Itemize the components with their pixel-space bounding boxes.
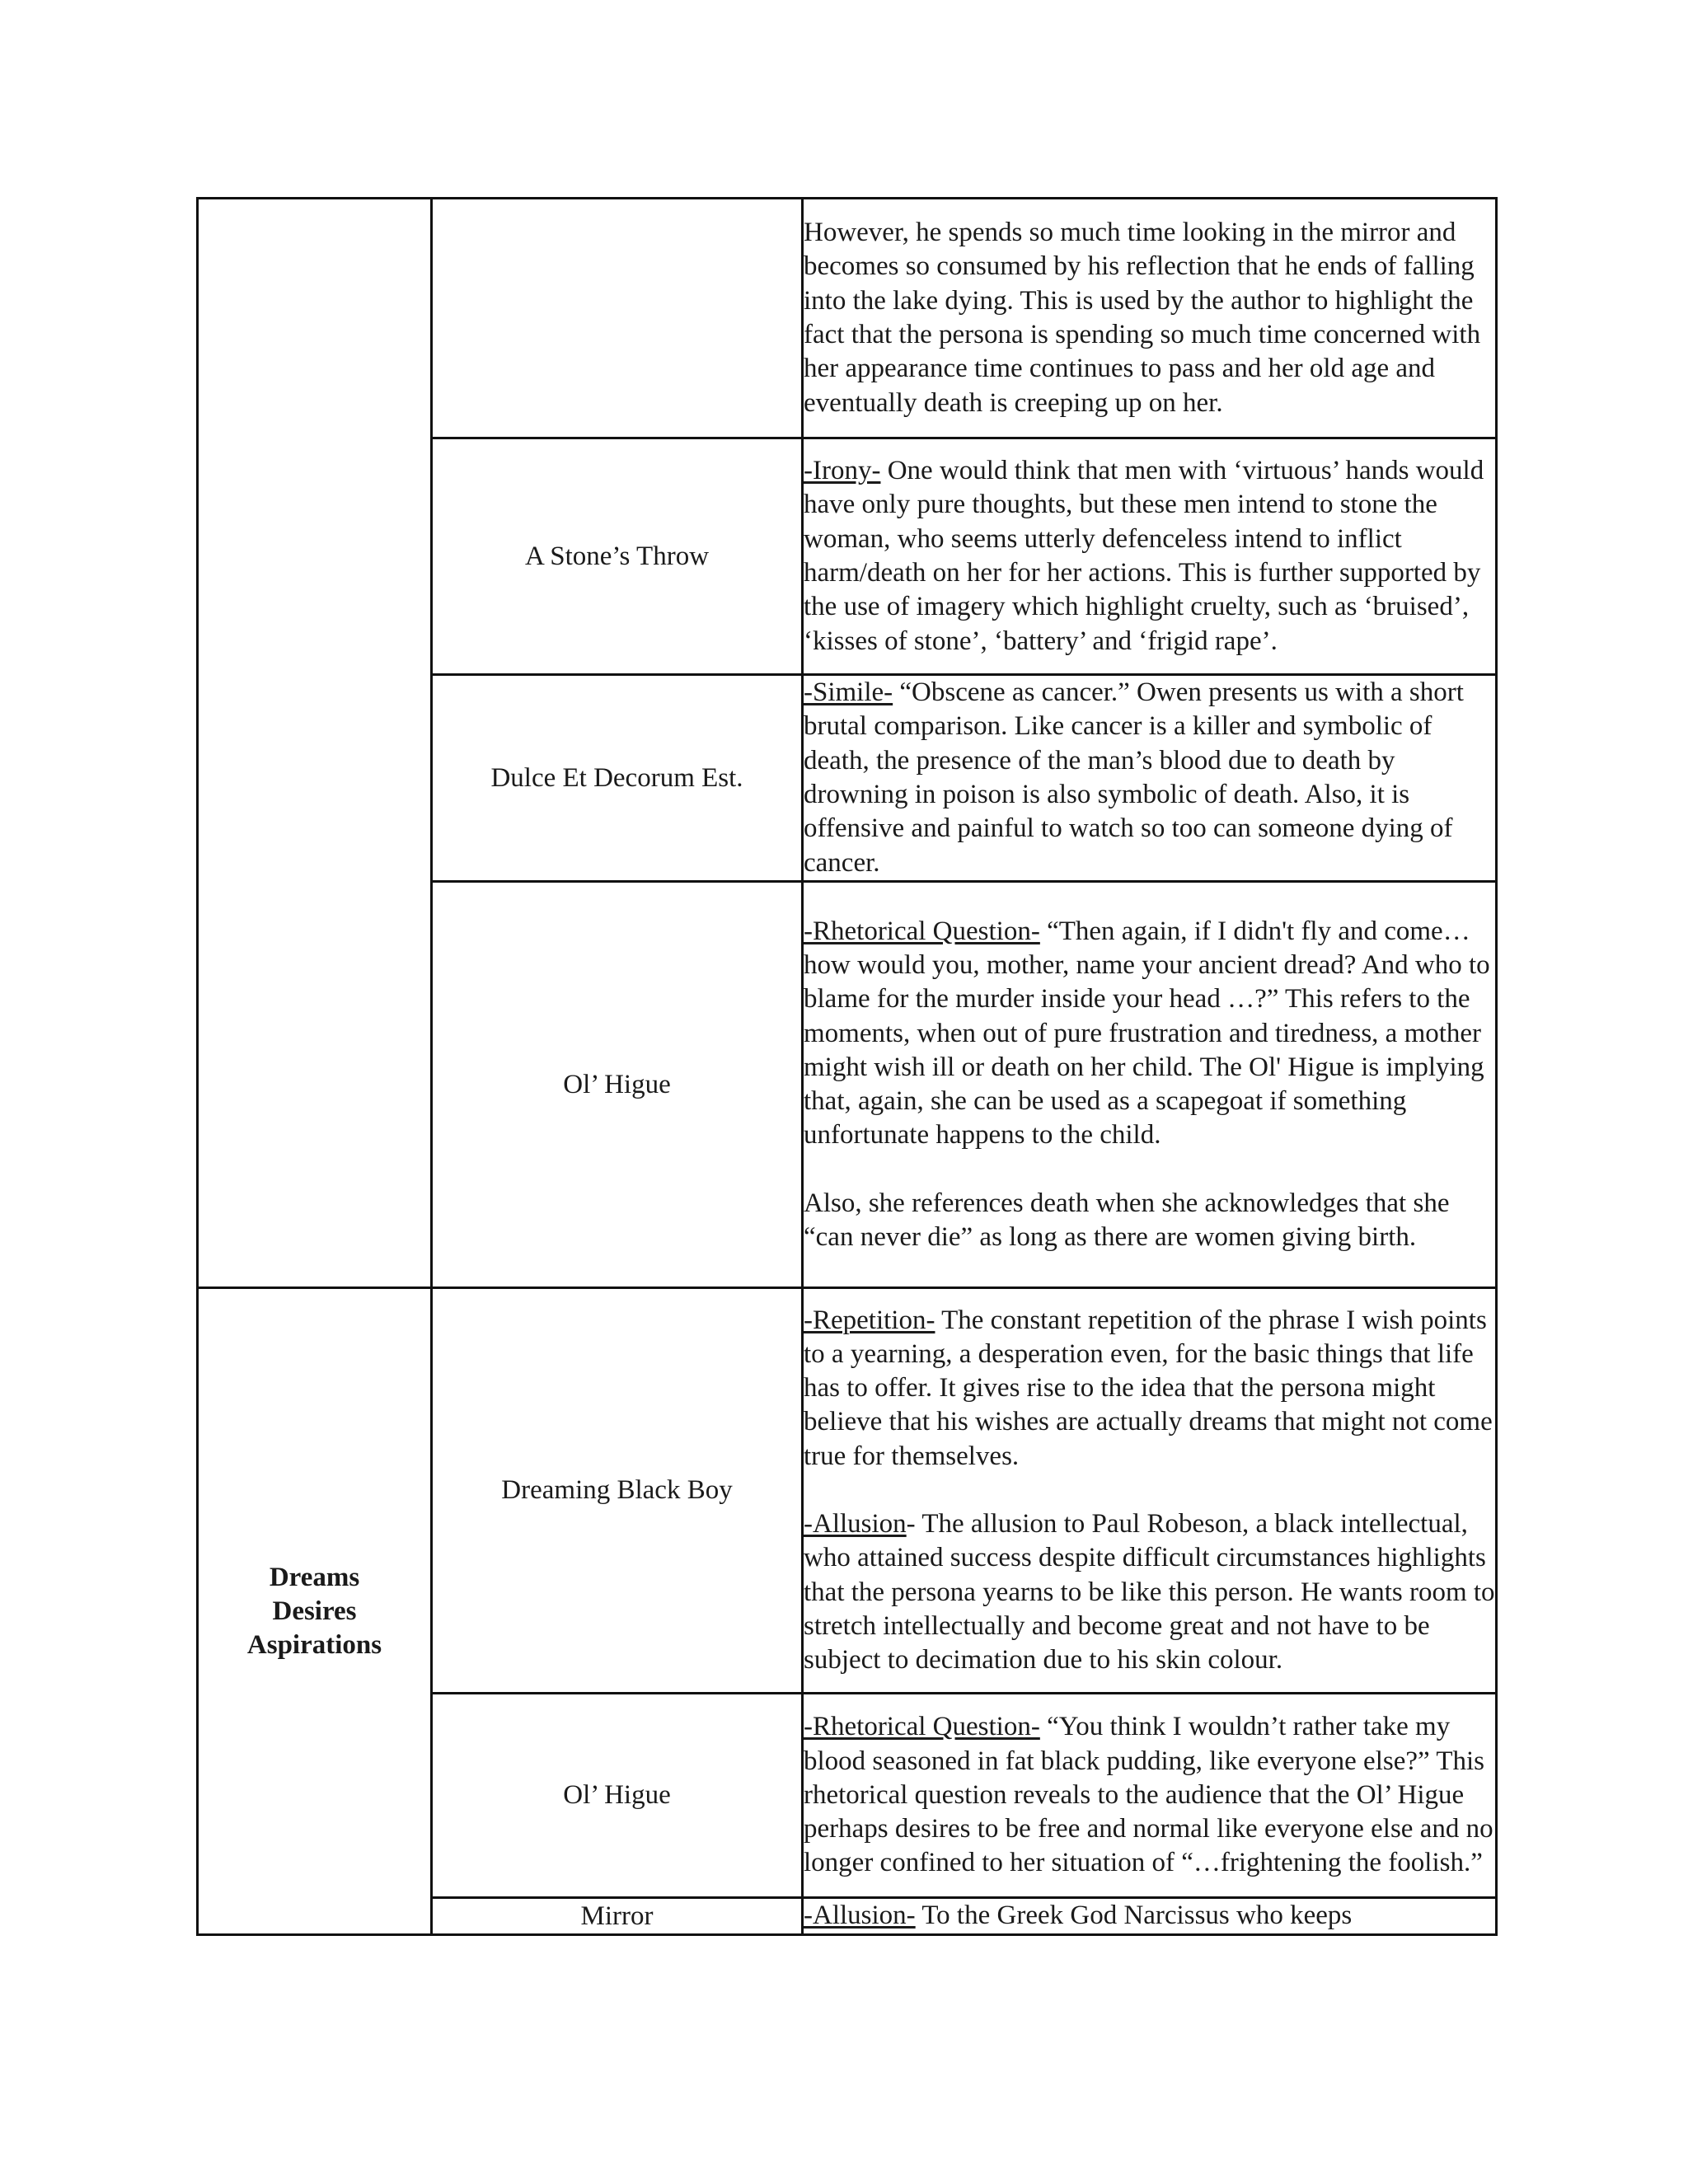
poem-title: Ol’ Higue — [563, 1069, 671, 1099]
poem-title: A Stone’s Throw — [524, 541, 710, 571]
paragraph-gap — [804, 1474, 1495, 1507]
theme-label: Dreams — [269, 1562, 360, 1592]
analysis-text: However, he spends so much time looking in the mirror and becomes so consumed by his reflection that he ends of falling into the lake dying. This is used by the author to highlight the fact that the persona is spending so much time concerned with her appearance time continues to pass and her old age and eventually death is creeping up on her. — [804, 218, 1481, 418]
paragraph-gap — [804, 1153, 1495, 1187]
poem-title: Dulce Et Decorum Est. — [490, 762, 743, 793]
poem-title: Mirror — [580, 1900, 654, 1931]
analysis-cell — [803, 199, 1497, 438]
analysis-text: “Then again, if I didn't fly and come…how would you, mother, name your ancient dread? And who to blame for the murder inside your head …?” This refers to the moments, when out of pure frustration and tiredness, a mother might wish ill or death on her child. The Ol' Higue is implying that, again, she can be used as a scapegoat if something unfortunate happens to the child. — [804, 916, 1490, 1151]
analysis-cell — [803, 882, 1497, 1288]
literature-themes-table — [196, 197, 1498, 1936]
table-row — [198, 1288, 1497, 1694]
analysis-cell — [803, 438, 1497, 675]
analysis-text: To the Greek God Narcissus who keeps — [915, 1900, 1353, 1931]
literary-device-label: -Allusion — [804, 1509, 907, 1539]
analysis-cell — [803, 1898, 1497, 1935]
poem-cell — [432, 675, 803, 882]
poem-title: Ol’ Higue — [563, 1780, 671, 1810]
literary-device-label: -Rhetorical Question- — [804, 1712, 1040, 1742]
analysis-text: The constant repetition of the phrase I wish points to a yearning, a desperation even, for the basic things that life has to offer. It gives rise to the idea that the persona might believe that his wishes are actually dreams that might not come true for themselves. — [804, 1305, 1493, 1471]
analysis-text: One would think that men with ‘virtuous’ hands would have only pure thoughts, but these men intend to stone the woman, who seems utterly defenceless intend to inflict harm/death on her for her actions. This is further supported by the use of imagery which highlight cruelty, such as ‘bruised’, ‘kisses of stone’, ‘battery’ and ‘frigid rape’. — [804, 456, 1484, 656]
poem-title: Dreaming Black Boy — [501, 1475, 733, 1505]
literary-device-label: -Rhetorical Question- — [804, 916, 1040, 946]
analysis-text: Also, she references death when she acknowledges that she “can never die” as long as there are women giving birth. — [804, 1188, 1450, 1253]
table-row — [198, 199, 1497, 438]
analysis-text: “You think I wouldn’t rather take my blood seasoned in fat black pudding, like everyone else?” This rhetorical question reveals to the audience that the Ol’ Higue perhaps desires to be free and normal like everyone else and no longer confined to her situation of “…frightening the foolish.” — [804, 1712, 1493, 1878]
literary-device-label: -Simile- — [804, 677, 893, 708]
theme-label: Aspirations — [246, 1629, 382, 1660]
analysis-text: - The allusion to Paul Robeson, a black intellectual, who attained success despite difficult circumstances highlights that the persona yearns to be like this person. He wants room to stretch intellectually and become great and not have to be subject to decimation due to his skin colour. — [804, 1509, 1495, 1675]
analysis-cell — [803, 1288, 1497, 1694]
poem-cell — [432, 199, 803, 438]
theme-label: Desires — [272, 1596, 357, 1626]
poem-cell — [432, 1288, 803, 1694]
theme-cell-empty — [198, 199, 432, 1288]
poem-cell — [432, 1898, 803, 1935]
analysis-cell — [803, 675, 1497, 882]
literary-device-label: -Allusion- — [804, 1900, 916, 1931]
poem-cell — [432, 1694, 803, 1898]
literary-device-label: -Irony- — [804, 456, 881, 486]
theme-cell-dreams — [198, 1288, 432, 1935]
poem-cell — [432, 882, 803, 1288]
analysis-cell — [803, 1694, 1497, 1898]
literary-device-label: -Repetition- — [804, 1305, 935, 1335]
poem-cell — [432, 438, 803, 675]
analysis-text: “Obscene as cancer.” Owen presents us with a short brutal comparison. Like cancer is a killer and symbolic of death, the presence of the man’s blood due to death by drowning in poison is also symbolic of death. Also, it is offensive and painful to watch so too can someone dying of cancer. — [804, 677, 1464, 878]
